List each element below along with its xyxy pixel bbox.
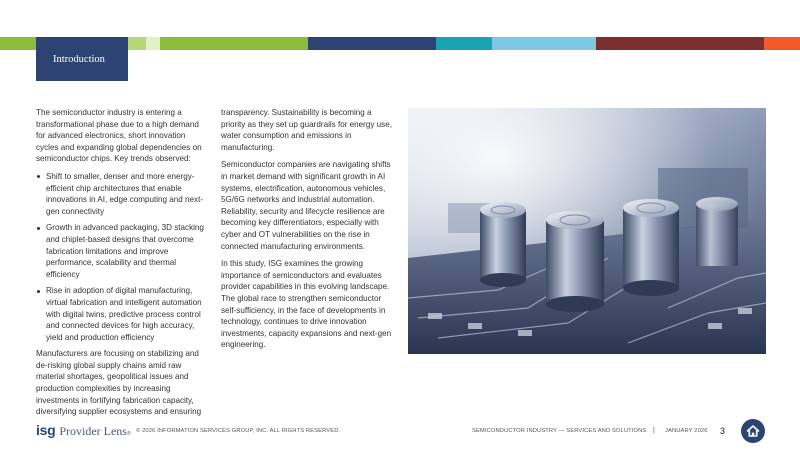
- color-bar-segment: [436, 37, 492, 50]
- home-icon: [746, 424, 760, 438]
- logo-isg-text: isg: [36, 422, 56, 438]
- text-column-left: [36, 107, 208, 424]
- report-date: JANUARY 2026: [665, 428, 708, 434]
- color-bar-segment: [128, 37, 146, 50]
- closing-paragraph: Manufacturers are focusing on stabilizing and de-risking global supply chains amid raw material shortages, geopolitical issues and production complexities by increasing investments in fortifying fabrication capacity, diversifying supplier ecosystems and ensuring: [36, 349, 202, 417]
- logo-registered-mark: ®: [126, 431, 131, 437]
- footer-separator: |: [653, 427, 655, 434]
- list-item: Rise in adoption of digital manufacturing, virtual fabrication and intelligent automation with digital twins, predictive process control and connected devices for high accuracy, yield and production efficiency: [36, 285, 208, 343]
- color-bar-segment: [308, 37, 436, 50]
- intro-paragraph: The semiconductor industry is entering a transformational phase due to a high demand for advanced electronics, short innovation cycles and expanding global dependencies on semiconductor chips. Key trends observed:: [36, 108, 202, 164]
- section-tab-label: Introduction: [53, 54, 105, 65]
- page-footer: [0, 414, 800, 450]
- text-column-right: [221, 107, 393, 357]
- report-title: SEMICONDUCTOR INDUSTRY — SERVICES AND SOLUTIONS: [472, 428, 647, 434]
- isg-provider-lens-logo[interactable]: [36, 422, 131, 439]
- paragraph: In this study, ISG examines the growing importance of semiconductors and evaluates provider capabilities in this evolving landscape. The global race to strengthen semiconductor self-sufficiency, in the face of developments in technology, continues to drive innovation investments, capacity expansions and next-gen engineering.: [221, 259, 392, 350]
- color-bar-segment: [160, 37, 308, 50]
- paragraph: Semiconductor companies are navigating shifts in market demand with significant growth in AI systems, electrification, autonomous vehicles, 5G/6G networks and industrial automation. Reliability, security and lifecycle resilience are becoming key differentiators, especially with cyber and OT vulnerabilities on the rise in connected manufacturing environments.: [221, 160, 391, 251]
- circuit-board-photo: [408, 108, 766, 354]
- trends-list: [36, 171, 208, 343]
- color-bar-segment: [146, 37, 160, 50]
- copyright-text: © 2026 INFORMATION SERVICES GROUP, INC. ALL RIGHTS RESERVED.: [136, 428, 341, 434]
- page-number: 3: [720, 426, 726, 436]
- paragraph: transparency. Sustainability is becoming a priority as they set up guardrails for energy use, water consumption and emissions in manufacturing.: [221, 108, 392, 152]
- color-bar-segment: [0, 37, 36, 50]
- color-bar-segment: [492, 37, 596, 50]
- home-button[interactable]: [741, 419, 765, 443]
- list-item: Shift to smaller, denser and more energy-efficient chip architectures that enable innovations in AI, edge computing and next-gen connectivity: [36, 171, 208, 217]
- color-bar-segment: [764, 37, 800, 50]
- logo-provider-lens-text: Provider Lens: [59, 424, 127, 438]
- color-bar-segment: [596, 37, 764, 50]
- list-item: Growth in advanced packaging, 3D stacking and chiplet-based designs that overcome fabrication limitations and improve performance, scalability and thermal efficiency: [36, 222, 208, 280]
- section-tab[interactable]: [36, 37, 128, 81]
